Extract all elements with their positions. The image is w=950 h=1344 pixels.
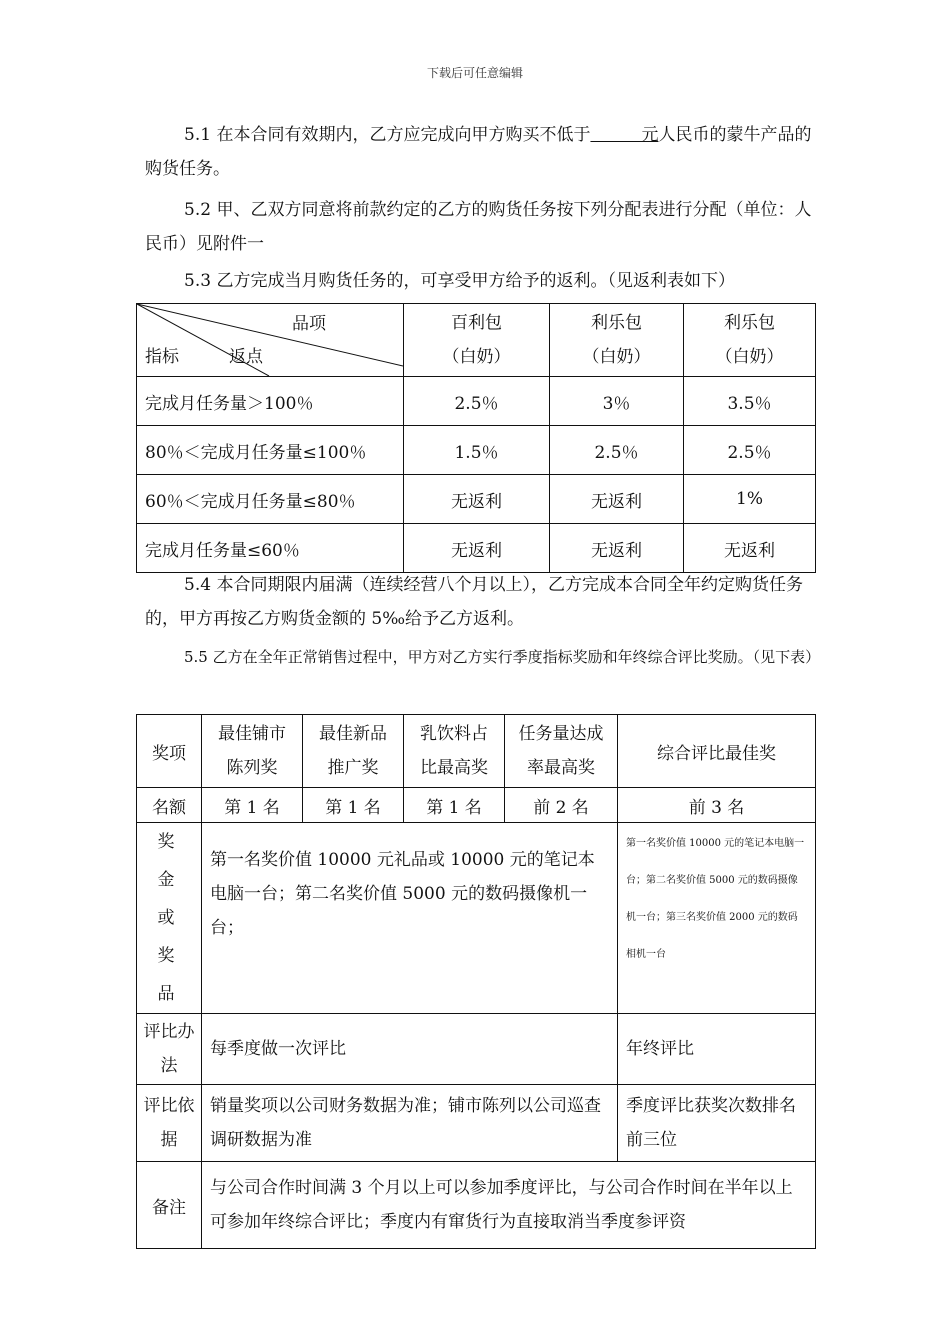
quarterly-method-text: 每季度做一次评比 bbox=[202, 1014, 618, 1085]
prize-label: 奖金或奖品 bbox=[137, 823, 202, 1014]
award-name-line: 陈列奖 bbox=[226, 758, 278, 778]
award-item-header: 奖项 bbox=[137, 715, 202, 788]
page-header: 下载后可任意编辑 bbox=[426, 66, 523, 80]
quarterly-prize-text: 第一名奖价值 10000 元礼品或 10000 元的笔记本电脑一台；第二名奖价值 5000 元的数码摄像机一台； bbox=[202, 823, 618, 1014]
product-type: （白奶） bbox=[715, 347, 784, 367]
annual-method-text: 年终评比 bbox=[618, 1014, 816, 1085]
basis-label: 评比依据 bbox=[137, 1085, 202, 1162]
rebate-value: 2.5％ bbox=[684, 426, 816, 475]
quota-label: 名额 bbox=[137, 788, 202, 823]
product-col-header bbox=[404, 304, 550, 377]
prize-row bbox=[137, 823, 816, 1014]
rebate-value: 无返利 bbox=[550, 524, 684, 573]
note-label: 备注 bbox=[137, 1162, 202, 1249]
table-row bbox=[137, 524, 816, 573]
product-name: 利乐包 bbox=[724, 313, 775, 333]
quarterly-basis-text: 销量奖项以公司财务数据为准；铺市陈列以公司巡查调研数据为准 bbox=[202, 1085, 618, 1162]
quota-row bbox=[137, 788, 816, 823]
note-text: 与公司合作时间满 3 个月以上可以参加季度评比，与公司合作时间在半年以上可参加年终综合评比；季度内有窜货行为直接取消当季度参评资 bbox=[202, 1162, 816, 1249]
quota-value: 第 1 名 bbox=[202, 788, 303, 823]
rebate-value: 无返利 bbox=[404, 475, 550, 524]
table-row bbox=[137, 475, 816, 524]
rebate-value: 3.5％ bbox=[684, 377, 816, 426]
clause-5-4: 5.4 本合同期限内届满（连续经营八个月以上），乙方完成本合同全年约定购货任务的，甲方再按乙方购货金额的 5‰给予乙方返利。 bbox=[145, 575, 803, 629]
row-label: 完成月任务量＞100％ bbox=[137, 377, 404, 426]
quota-value: 前 3 名 bbox=[618, 788, 816, 823]
clause-5-2: 5.2 甲、乙双方同意将前款约定的乙方的购货任务按下列分配表进行分配（单位：人民币）见附件一 bbox=[145, 200, 812, 254]
award-name-line: 最佳铺市 bbox=[218, 724, 286, 744]
product-name: 百利包 bbox=[451, 313, 502, 333]
amount-blank: 元 bbox=[590, 125, 659, 145]
product-col-header bbox=[550, 304, 684, 377]
product-type: （白奶） bbox=[582, 347, 651, 367]
clause-5-1-text-a: 5.1 在本合同有效期内，乙方应完成向甲方购买不低于 bbox=[184, 125, 591, 145]
rebate-table bbox=[136, 303, 816, 573]
rebate-value: 3％ bbox=[550, 377, 684, 426]
corner-product-label: 品项 bbox=[292, 314, 326, 334]
rebate-value: 无返利 bbox=[550, 475, 684, 524]
clause-5-3: 5.3 乙方完成当月购货任务的，可享受甲方给予的返利。（见返利表如下） bbox=[184, 271, 735, 291]
clause-5-1-text-b: 人民币的蒙牛产品的购货任务。 bbox=[145, 125, 812, 179]
rebate-value: 1.5％ bbox=[404, 426, 550, 475]
product-col-header bbox=[684, 304, 816, 377]
corner-index-label: 指标 bbox=[145, 347, 179, 367]
award-header-row bbox=[137, 715, 816, 788]
award-col-header bbox=[202, 715, 303, 788]
comprehensive-award-header: 综合评比最佳奖 bbox=[618, 715, 816, 788]
award-name-line: 任务量达成 bbox=[518, 724, 604, 744]
award-col-header bbox=[404, 715, 505, 788]
award-col-header bbox=[303, 715, 404, 788]
clause-5-1 bbox=[145, 118, 815, 186]
award-table bbox=[136, 714, 816, 1249]
row-label: 60％＜完成月任务量≤80％ bbox=[137, 475, 404, 524]
method-row bbox=[137, 1014, 816, 1085]
corner-rebate-label: 返点 bbox=[229, 347, 263, 367]
award-name-line: 乳饮料占 bbox=[420, 724, 488, 744]
quota-value: 第 1 名 bbox=[404, 788, 505, 823]
table-row bbox=[137, 426, 816, 475]
rebate-value: 2.5％ bbox=[404, 377, 550, 426]
quota-value: 前 2 名 bbox=[505, 788, 618, 823]
row-label: 完成月任务量≤60％ bbox=[137, 524, 404, 573]
quota-value: 第 1 名 bbox=[303, 788, 404, 823]
note-row bbox=[137, 1162, 816, 1249]
annual-prize-text: 第一名奖价值 10000 元的笔记本电脑一台；第二名奖价值 5000 元的数码摄像机一台；第三名奖价值 2000 元的数码相机一台 bbox=[618, 823, 816, 1014]
rebate-value: 无返利 bbox=[684, 524, 816, 573]
award-name-line: 最佳新品 bbox=[319, 724, 387, 744]
rebate-value: 2.5％ bbox=[550, 426, 684, 475]
row-label: 80％＜完成月任务量≤100％ bbox=[137, 426, 404, 475]
rebate-header-row bbox=[137, 304, 816, 377]
table-row bbox=[137, 377, 816, 426]
rebate-value: 1% bbox=[684, 475, 816, 524]
product-type: （白奶） bbox=[442, 347, 511, 367]
award-name-line: 推广奖 bbox=[327, 758, 379, 778]
award-name-line: 比最高奖 bbox=[420, 758, 488, 778]
award-name-line: 率最高奖 bbox=[527, 758, 595, 778]
rebate-corner-cell bbox=[137, 304, 404, 377]
product-name: 利乐包 bbox=[591, 313, 642, 333]
method-label: 评比办法 bbox=[137, 1014, 202, 1085]
rebate-value: 无返利 bbox=[404, 524, 550, 573]
clause-5-5: 5.5 乙方在全年正常销售过程中，甲方对乙方实行季度指标奖励和年终综合评比奖励。（见下表） bbox=[184, 648, 821, 666]
annual-basis-text: 季度评比获奖次数排名前三位 bbox=[618, 1085, 816, 1162]
basis-row bbox=[137, 1085, 816, 1162]
award-col-header bbox=[505, 715, 618, 788]
